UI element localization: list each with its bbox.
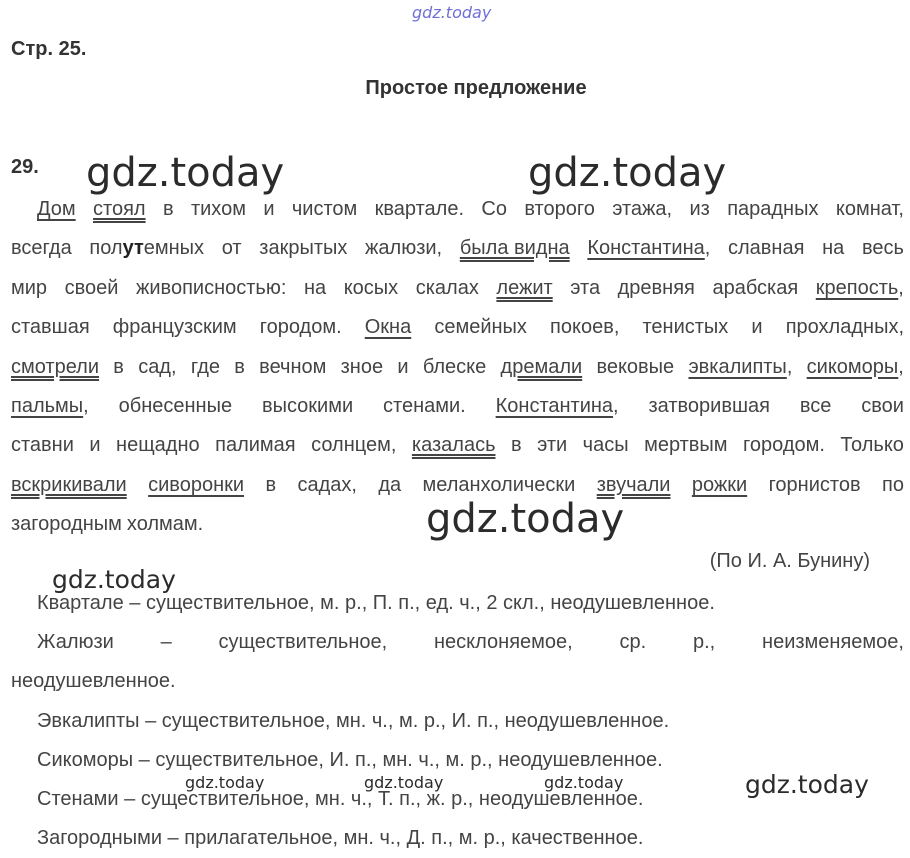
analysis-word: существительное, — [218, 631, 388, 654]
text-line — [11, 387, 904, 426]
subject-word: Константина, — [495, 394, 619, 417]
analysis-line-stenami: Стенами – существительное, мн. ч., Т. п., ж. р., неодушевленное. — [37, 787, 644, 810]
text-line — [11, 308, 904, 347]
predicate-word: вскрикивали — [11, 473, 127, 496]
text-word: палимая — [215, 434, 296, 457]
text-word: нещадно — [116, 434, 200, 457]
analysis-word: Жалюзи — [37, 631, 114, 654]
exercise-text — [11, 190, 904, 545]
text-word: парадных — [727, 198, 819, 220]
watermark-top: gdz.today — [412, 3, 492, 22]
text-word: квартале. — [374, 198, 465, 220]
analysis-line-sikomory: Сикоморы – существительное, И. п., мн. ч., м. р., неодушевленное. — [37, 748, 663, 771]
analysis-word: неизменяемое, — [762, 631, 904, 654]
analysis-word: р., — [693, 631, 716, 654]
watermark-small-3: gdz.today — [544, 773, 624, 792]
watermark-bottom-right: gdz.today — [745, 770, 869, 799]
text-word: вечном — [259, 355, 327, 378]
text-word: французским — [112, 316, 237, 339]
text-word: солнцем, — [311, 434, 397, 457]
predicate-word: стоял — [93, 198, 146, 220]
text-word: арабская — [712, 276, 799, 299]
text-word: стенами. — [383, 394, 466, 417]
page-title: Простое предложение — [365, 77, 587, 99]
subject-word: эвкалипты, — [688, 355, 793, 378]
text-word: затворившая — [648, 394, 770, 417]
text-word: из — [689, 198, 710, 220]
text-word: сад, — [138, 355, 177, 378]
text-word: городом. — [259, 316, 342, 339]
predicate-word: смотрели — [11, 355, 100, 378]
text-word: горнистов — [768, 473, 861, 496]
text-word: всегда — [11, 237, 72, 260]
text-word: в — [510, 434, 522, 457]
subject-word: крепость, — [815, 276, 904, 299]
text-word: и — [397, 355, 409, 378]
text-word: весь — [861, 237, 904, 260]
text-word: тенистых — [642, 316, 729, 339]
text-word: полутемных — [89, 237, 205, 260]
text-word: зное — [340, 355, 384, 378]
text-line — [11, 426, 904, 465]
morphological-analysis — [11, 584, 904, 858]
watermark-small-1: gdz.today — [185, 773, 265, 792]
text-word: все — [799, 394, 832, 417]
text-word: Со — [481, 198, 507, 220]
text-word: загородным — [11, 513, 122, 536]
predicate-word: казалась — [411, 434, 496, 457]
predicate-word: звучали — [596, 473, 671, 496]
text-word: обнесенные — [118, 394, 233, 417]
text-word: мертвым — [644, 434, 728, 457]
watermark-middle: gdz.today — [426, 496, 625, 542]
predicate-word: дремали — [500, 355, 583, 378]
text-word: в — [162, 198, 174, 220]
text-word: и — [751, 316, 763, 339]
text-word: чистом — [291, 198, 358, 220]
subject-word: Константина, — [587, 237, 711, 260]
text-word: мир — [11, 276, 48, 299]
text-source: (По И. А. Бунину) — [709, 550, 870, 572]
predicate-word: была видна — [459, 237, 570, 260]
subject-word: рожки — [691, 473, 748, 496]
text-line — [11, 348, 904, 387]
predicate-word: лежит — [496, 276, 553, 299]
text-word: свои — [861, 394, 904, 417]
analysis-line-zhalyuzi-cont: неодушевленное. — [11, 670, 176, 693]
subject-word: сиворонки — [148, 473, 245, 496]
text-word: эти — [537, 434, 568, 457]
text-word: да — [378, 473, 402, 496]
text-word: по — [881, 473, 904, 496]
text-word: городом. — [743, 434, 825, 457]
text-word: вековые — [596, 355, 675, 378]
text-word: от — [221, 237, 242, 260]
text-word: живописностью: — [136, 276, 287, 299]
text-word: меланхолически — [422, 473, 576, 496]
analysis-line-kvartale: Квартале – существительное, м. р., П. п., ед. ч., 2 скл., неодушевленное. — [37, 592, 715, 614]
analysis-line-zagorodnymi: Загородными – прилагательное, мн. ч., Д. п., м. р., качественное. — [37, 827, 644, 850]
text-word: и — [263, 198, 275, 220]
text-word: эта — [570, 276, 601, 299]
text-word: Только — [840, 434, 904, 457]
text-word: холмам. — [126, 513, 204, 536]
text-word: закрытых — [259, 237, 348, 260]
analysis-word: – — [160, 631, 172, 654]
text-line — [11, 269, 904, 308]
subject-word: Дом — [37, 198, 76, 220]
text-line — [11, 229, 904, 268]
analysis-line-evkalipty: Эвкалипты – существительное, мн. ч., м. р., И. п., неодушевленное. — [37, 709, 670, 732]
text-word: на — [822, 237, 845, 260]
text-word: комнат, — [835, 198, 904, 220]
text-word: садах, — [297, 473, 357, 496]
text-line — [11, 190, 904, 229]
watermark-source-left: gdz.today — [52, 565, 176, 594]
text-word: жалюзи, — [365, 237, 443, 260]
text-word: ставни — [11, 434, 74, 457]
subject-word: Окна — [364, 316, 412, 339]
analysis-line-zhalyuzi — [11, 623, 904, 662]
watermark-small-2: gdz.today — [364, 773, 444, 792]
text-word: второго — [524, 198, 595, 220]
subject-word: сикоморы, — [806, 355, 904, 378]
text-word: тихом — [190, 198, 246, 220]
text-word: семейных — [434, 316, 527, 339]
text-word: покоев, — [550, 316, 620, 339]
watermark-exercise-left: gdz.today — [86, 150, 285, 196]
text-word: славная — [728, 237, 805, 260]
text-word: косых — [343, 276, 399, 299]
text-word: блеске — [422, 355, 487, 378]
text-word: древняя — [617, 276, 695, 299]
analysis-word: несклоняемое, — [434, 631, 573, 654]
exercise-number: 29. — [11, 156, 39, 178]
page-number: Стр. 25. — [11, 38, 87, 60]
text-word: и — [89, 434, 101, 457]
watermark-exercise-right: gdz.today — [528, 150, 727, 196]
text-word: в — [234, 355, 245, 378]
text-word: где — [190, 355, 221, 378]
text-word: часы — [582, 434, 629, 457]
subject-word: пальмы, — [11, 394, 89, 417]
text-word: в — [113, 355, 124, 378]
text-word: прохладных, — [785, 316, 904, 339]
text-word: на — [303, 276, 327, 299]
text-word: своей — [64, 276, 119, 299]
text-word: высокими — [261, 394, 354, 417]
text-word: этажа, — [612, 198, 673, 220]
text-word: скалах — [415, 276, 479, 299]
analysis-word: ср. — [619, 631, 647, 654]
text-word: в — [265, 473, 277, 496]
text-word: ставшая — [11, 316, 90, 339]
